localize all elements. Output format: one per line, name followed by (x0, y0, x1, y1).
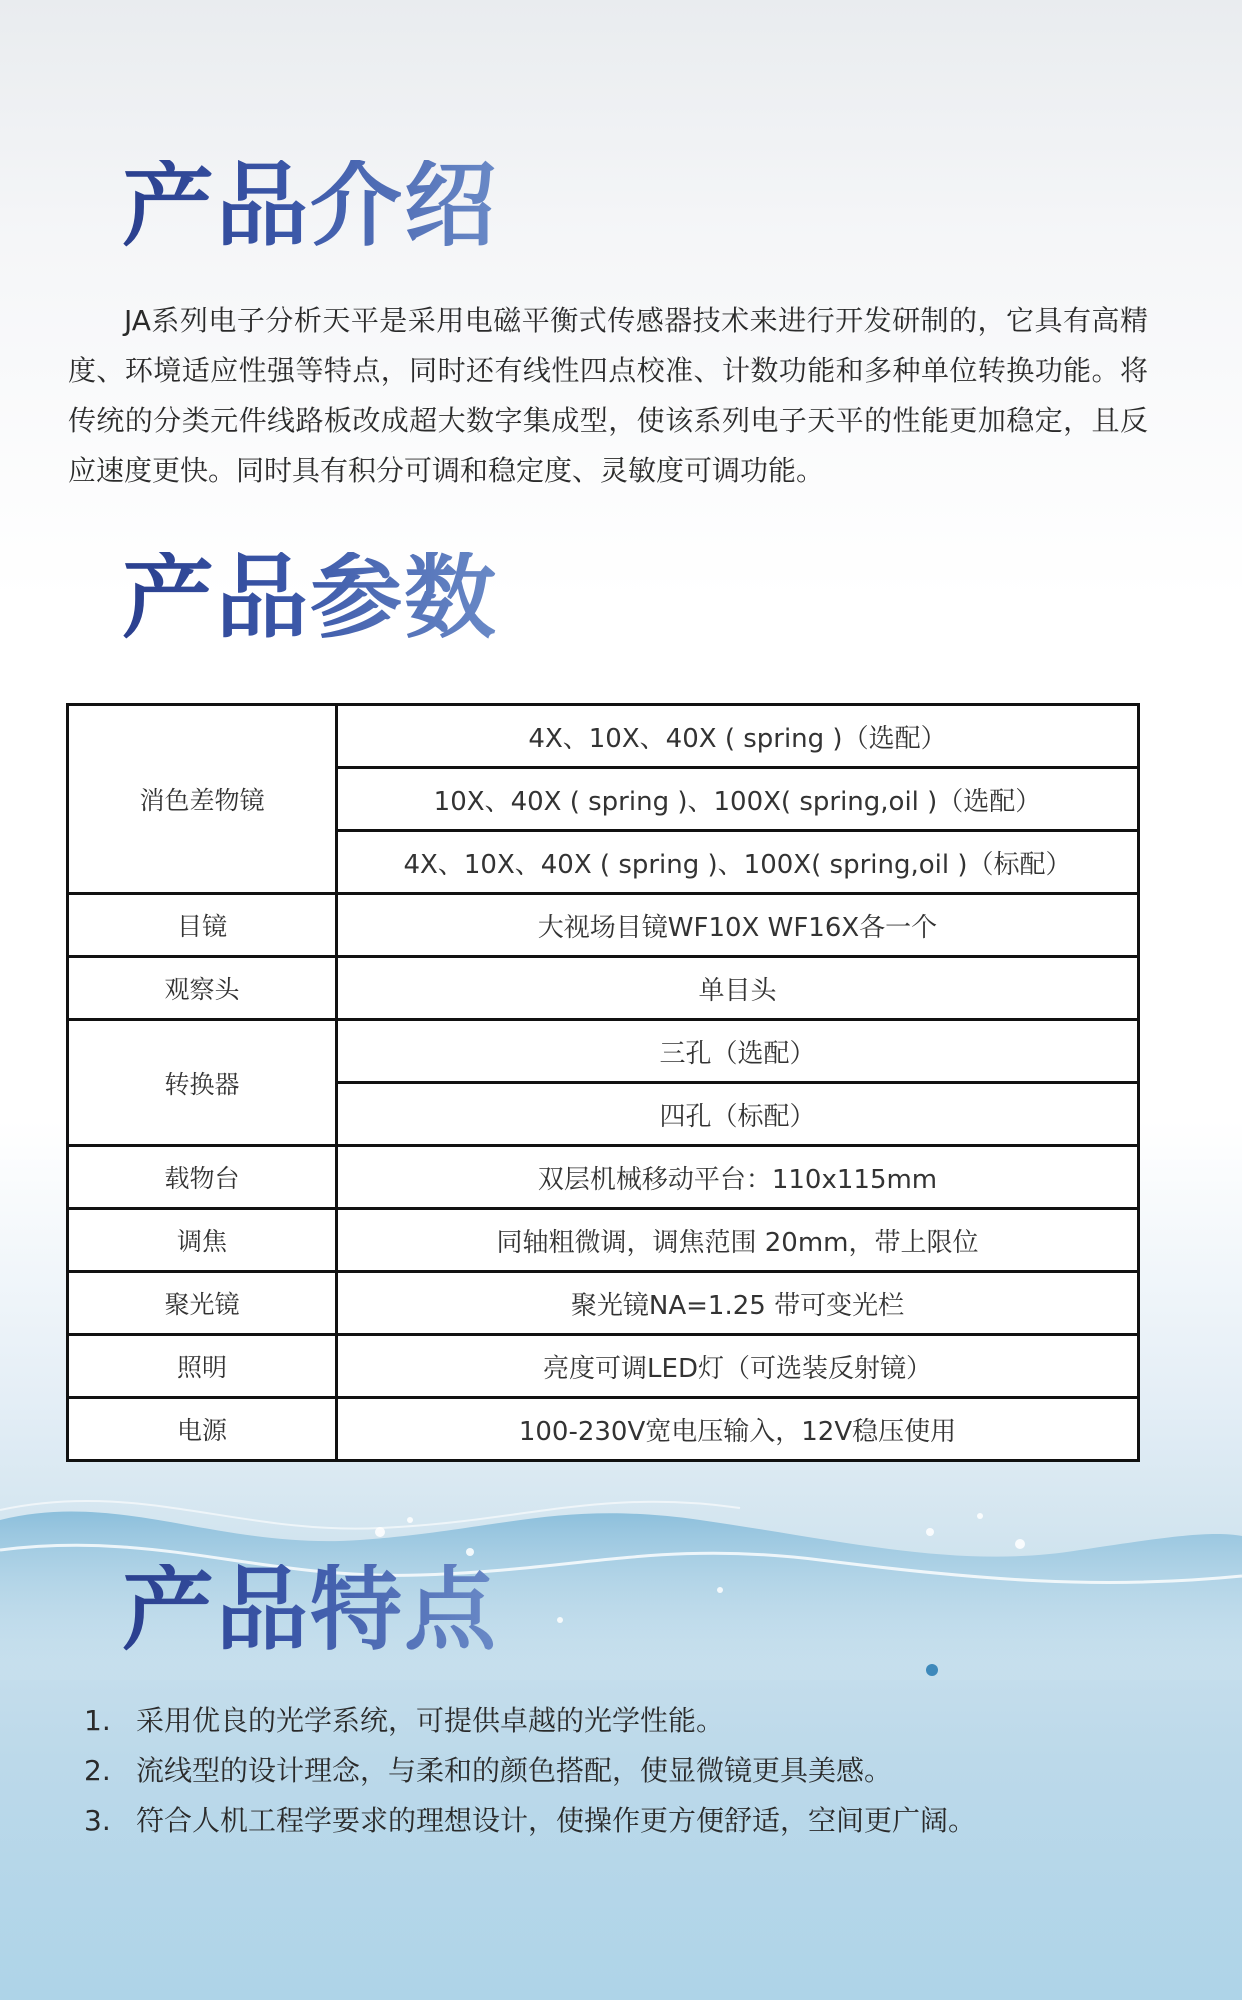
list-item-text: 符合人机工程学要求的理想设计，使操作更方便舒适，空间更广阔。 (136, 1804, 977, 1837)
lighting-value: 亮度可调LED灯（可选装反射镜） (337, 1335, 1139, 1398)
list-item (84, 1696, 976, 1746)
features-heading: 产品特点 (122, 1556, 499, 1663)
focus-label: 调焦 (68, 1209, 337, 1272)
eyepiece-label: 目镜 (68, 894, 337, 957)
converter-value: 三孔（选配） (337, 1020, 1139, 1083)
condenser-label: 聚光镜 (68, 1272, 337, 1335)
table-row (68, 957, 1139, 1020)
table-row (68, 1335, 1139, 1398)
objective-label: 消色差物镜 (68, 705, 337, 894)
condenser-value: 聚光镜NA=1.25 带可变光栏 (337, 1272, 1139, 1335)
power-label: 电源 (68, 1398, 337, 1461)
stage-value: 双层机械移动平台：110x115mm (337, 1146, 1139, 1209)
table-row (68, 1272, 1139, 1335)
table-row (68, 1209, 1139, 1272)
stage-label: 载物台 (68, 1146, 337, 1209)
features-list (84, 1696, 976, 1846)
converter-value: 四孔（标配） (337, 1083, 1139, 1146)
list-item-text: 采用优良的光学系统，可提供卓越的光学性能。 (136, 1704, 725, 1737)
head-value: 单目头 (337, 957, 1139, 1020)
table-row (68, 1020, 1139, 1083)
table-row (68, 705, 1139, 768)
list-item (84, 1796, 976, 1846)
intro-paragraph: JA系列电子分析天平是采用电磁平衡式传感器技术来进行开发研制的，它具有高精度、环境适应性强等特点，同时还有线性四点校准、计数功能和多种单位转换功能。将传统的分类元件线路板改成超大数字集成型，使该系列电子天平的性能更加稳定，且反应速度更快。同时具有积分可调和稳定度、灵敏度可调功能。 (68, 304, 1148, 487)
objective-value: 4X、10X、40X ( spring )（选配） (337, 705, 1139, 768)
list-item-number: 2. (84, 1754, 111, 1787)
converter-label: 转换器 (68, 1020, 337, 1146)
objective-value: 4X、10X、40X ( spring )、100X( spring,oil )（标配） (337, 831, 1139, 894)
params-heading: 产品参数 (122, 544, 499, 651)
params-table (66, 703, 1140, 1462)
head-label: 观察头 (68, 957, 337, 1020)
lighting-label: 照明 (68, 1335, 337, 1398)
focus-value: 同轴粗微调，调焦范围 20mm，带上限位 (337, 1209, 1139, 1272)
table-row (68, 1146, 1139, 1209)
table-row (68, 1398, 1139, 1461)
intro-heading: 产品介绍 (122, 152, 499, 259)
list-item-number: 1. (84, 1704, 111, 1737)
list-item-number: 3. (84, 1804, 111, 1837)
list-item (84, 1746, 976, 1796)
list-item-text: 流线型的设计理念，与柔和的颜色搭配，使显微镜更具美感。 (136, 1754, 893, 1787)
power-value: 100-230V宽电压输入，12V稳压使用 (337, 1398, 1139, 1461)
table-row (68, 894, 1139, 957)
eyepiece-value: 大视场目镜WF10X WF16X各一个 (337, 894, 1139, 957)
objective-value: 10X、40X ( spring )、100X( spring,oil )（选配） (337, 768, 1139, 831)
